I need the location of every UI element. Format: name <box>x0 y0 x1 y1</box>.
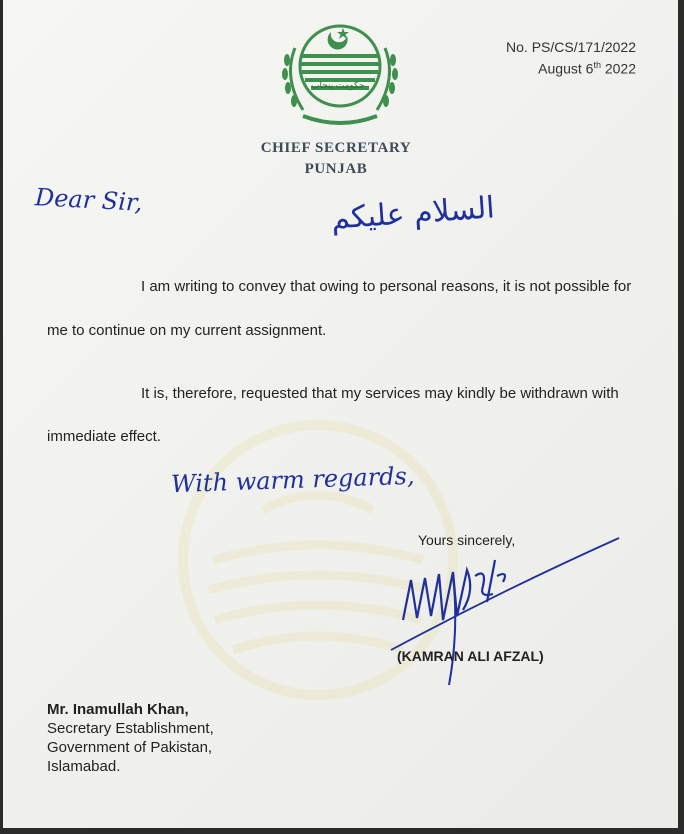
reference-number: No. PS/CS/171/2022 <box>506 39 636 55</box>
recipient-line-2: Government of Pakistan, <box>47 739 213 756</box>
punjab-emblem-icon <box>265 18 415 136</box>
body-paragraph-1-line-2: me to continue on my current assignment. <box>47 322 327 339</box>
date-day: August 6 <box>538 60 594 77</box>
salutation-urdu: السلام علیکم <box>329 190 496 237</box>
emblem-urdu-text: حکومت پنجاب <box>311 80 365 90</box>
body-paragraph-2-line-2: immediate effect. <box>47 428 161 445</box>
signatory-name: (KAMRAN ALI AFZAL) <box>397 648 544 664</box>
signature-icon <box>383 520 643 710</box>
handwritten-closing: With warm regards, <box>170 461 415 499</box>
date-year: 2022 <box>600 60 636 77</box>
body-paragraph-1-line-1: I am writing to convey that owing to personal reasons, it is not possible for <box>141 278 632 295</box>
recipient-line-1: Secretary Establishment, <box>47 720 214 737</box>
reference-block <box>506 38 636 78</box>
sign-off: Yours sincerely, <box>418 532 516 548</box>
letter-page <box>3 0 678 828</box>
office-title <box>251 138 421 180</box>
recipient-name: Mr. Inamullah Khan, <box>47 701 189 718</box>
salutation-english: Dear Sir, <box>34 183 144 217</box>
recipient-line-3: Islamabad. <box>47 758 121 775</box>
body-paragraph-2-line-1: It is, therefore, requested that my services may kindly be withdrawn with <box>141 385 619 402</box>
recipient-address <box>47 700 214 776</box>
letter-date <box>506 56 636 78</box>
office-title-line1: CHIEF SECRETARY <box>260 140 412 156</box>
date-suffix: th <box>593 60 601 70</box>
office-title-line2: PUNJAB <box>304 161 368 177</box>
